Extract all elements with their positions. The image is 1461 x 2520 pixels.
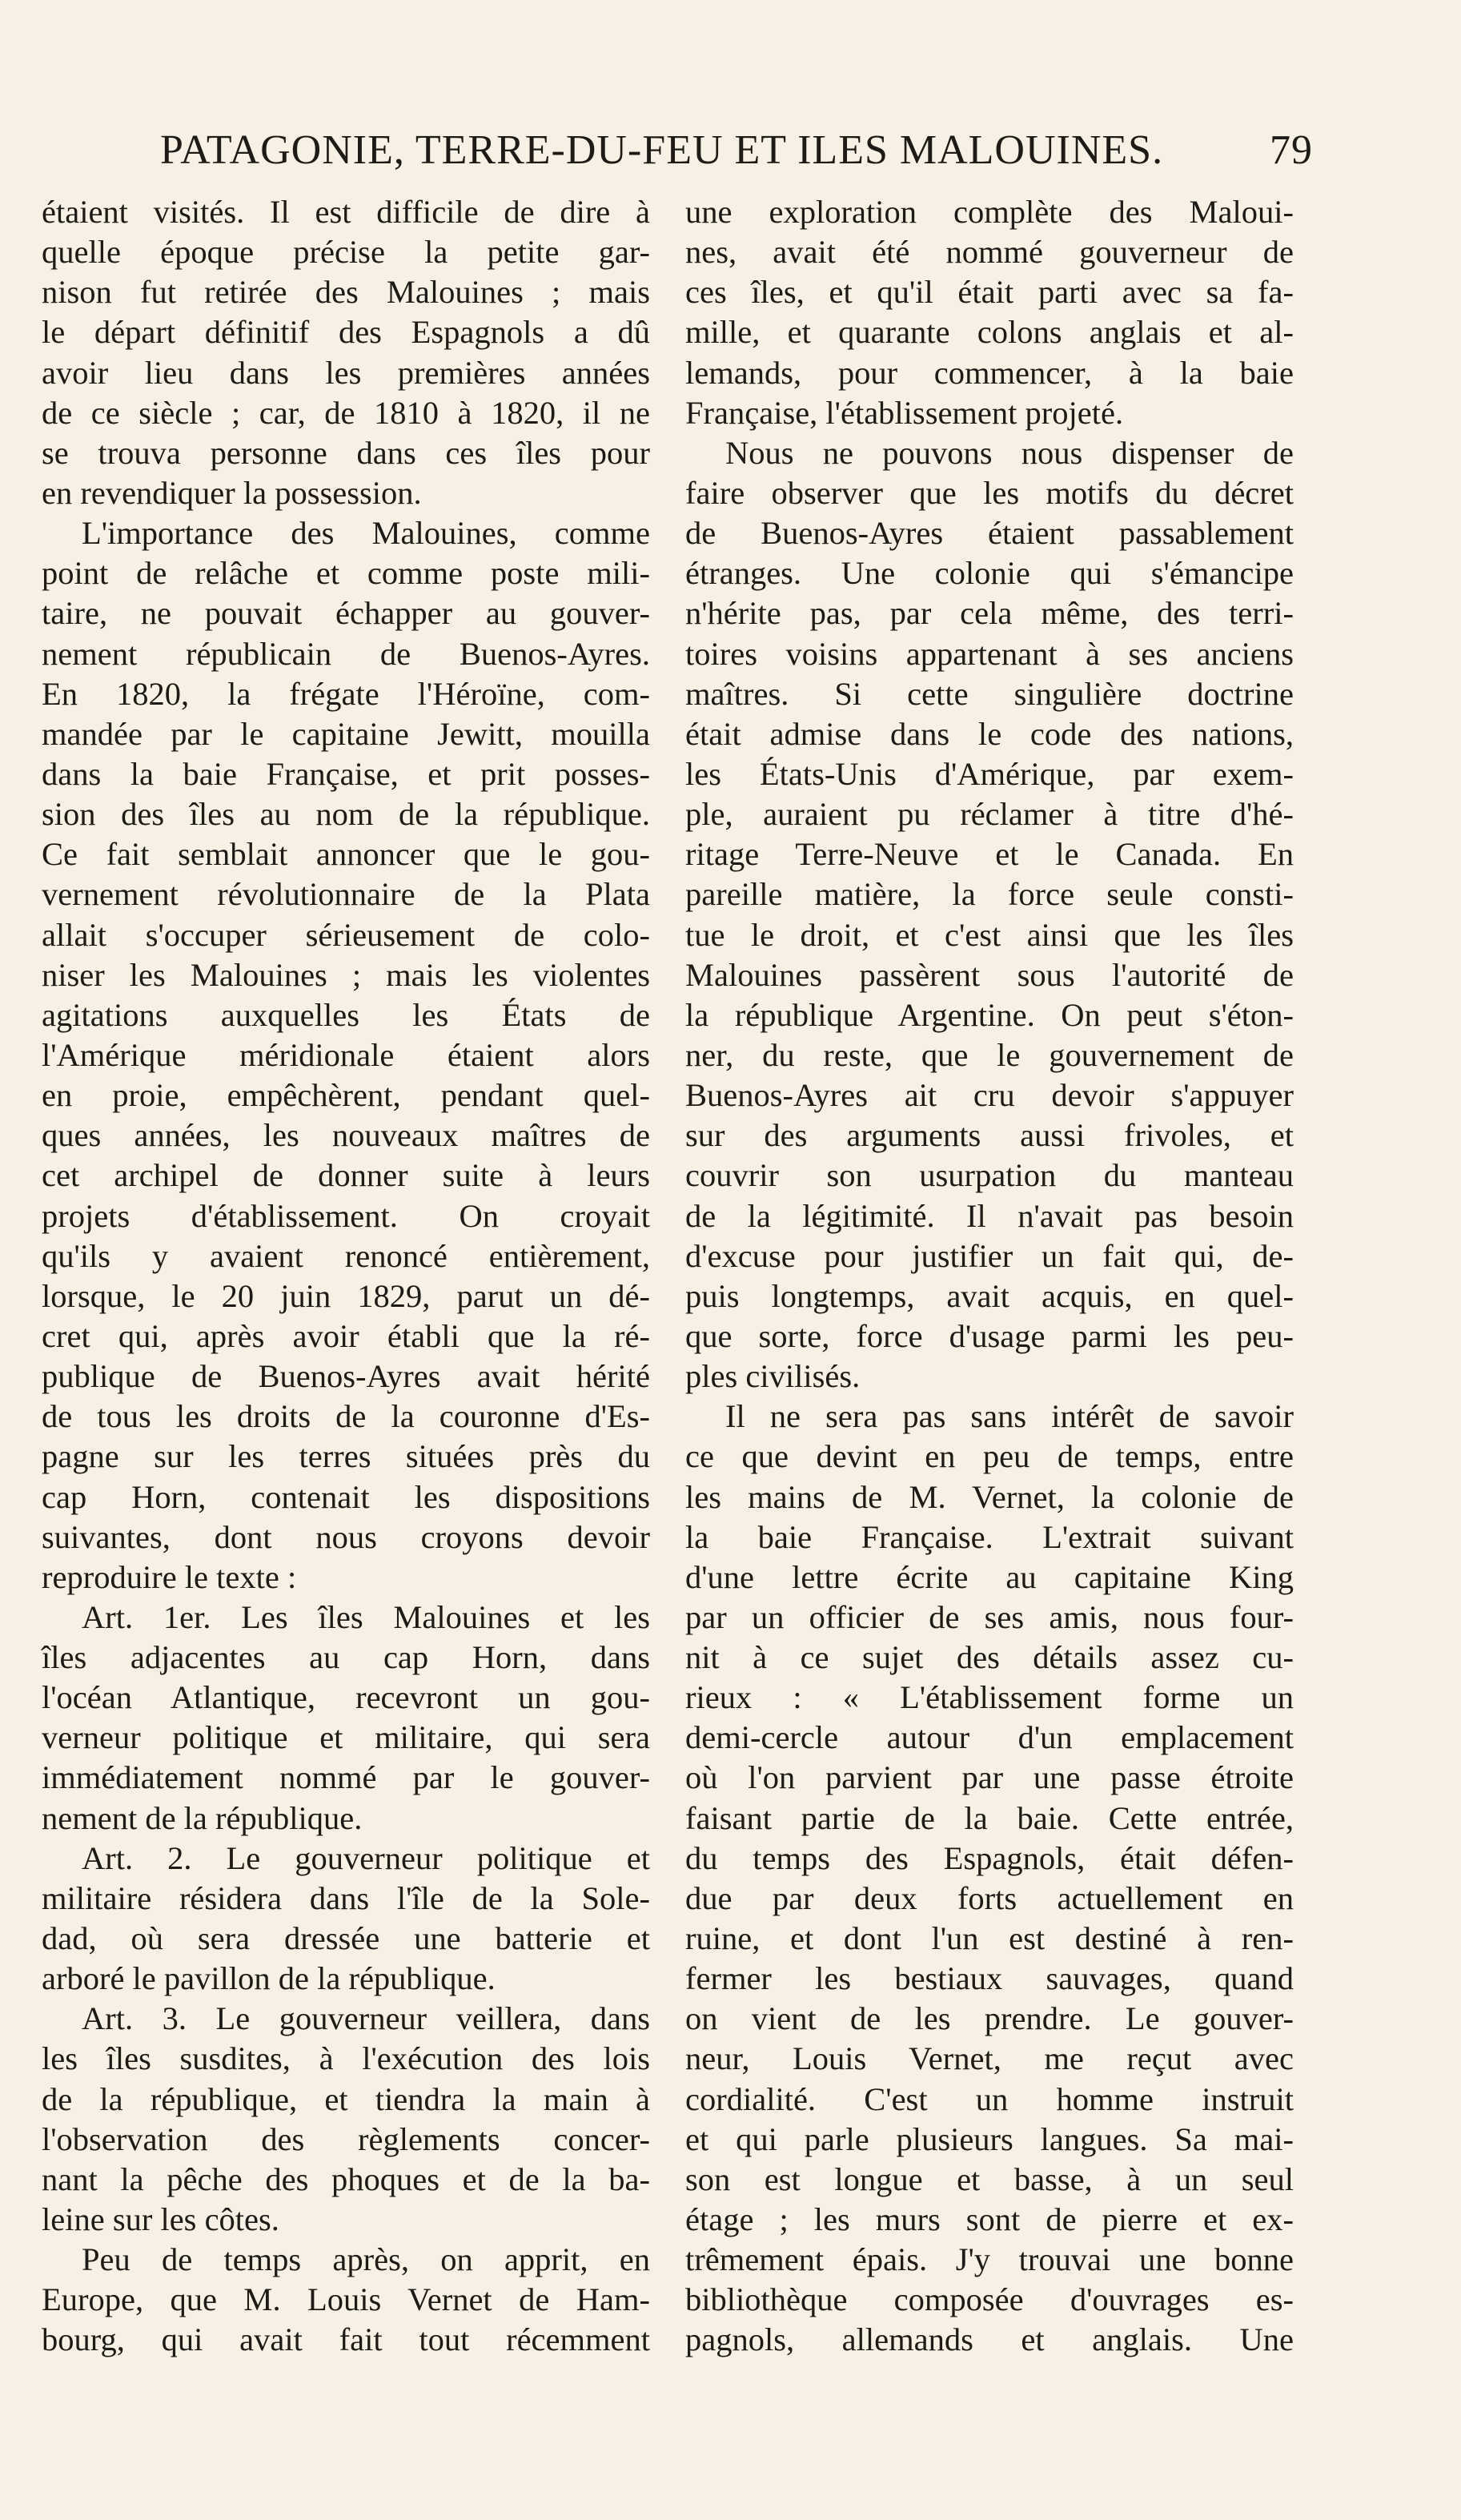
text-line: ritage Terre-Neuve et le Canada. En (685, 836, 1294, 873)
text-line: de tous les droits de la couronne d'Es- (42, 1398, 650, 1435)
text-line: fermer les bestiaux sauvages, quand (685, 1960, 1294, 1997)
text-line: L'importance des Malouines, comme (82, 515, 650, 552)
text-line: militaire résidera dans l'île de la Sole- (42, 1879, 650, 1916)
text-line: dad, où sera dressée une batterie et (42, 1920, 650, 1957)
text-line: Buenos-Ayres ait cru devoir s'appuyer (685, 1077, 1294, 1114)
text-line: l'Amérique méridionale étaient alors (42, 1036, 650, 1073)
text-line: Art. 3. Le gouverneur veillera, dans (82, 2000, 650, 2037)
text-line: cet archipel de donner suite à leurs (42, 1157, 650, 1194)
text-line: l'océan Atlantique, recevront un gou- (42, 1679, 650, 1716)
text-line: sion des îles au nom de la république. (42, 796, 650, 833)
text-line: sur des arguments aussi frivoles, et (685, 1117, 1294, 1154)
text-line: couvrir son usurpation du manteau (685, 1157, 1294, 1194)
text-line: Peu de temps après, on apprit, en (82, 2241, 650, 2278)
text-line: mille, et quarante colons anglais et al- (685, 314, 1294, 351)
text-line: arboré le pavillon de la république. (42, 1960, 496, 1997)
text-line: lorsque, le 20 juin 1829, parut un dé- (42, 1277, 650, 1314)
text-line: l'observation des règlements concer- (42, 2120, 650, 2157)
text-line: les îles susdites, à l'exécution des lois (42, 2040, 650, 2077)
text-line: En 1820, la frégate l'Héroïne, com- (42, 675, 650, 712)
text-line: par un officier de ses amis, nous four- (685, 1598, 1294, 1635)
text-line: nit à ce sujet des détails assez cu- (685, 1639, 1294, 1676)
text-line: étranges. Une colonie qui s'émancipe (685, 555, 1294, 592)
left-text-column (42, 192, 650, 2361)
text-line: taire, ne pouvait échapper au gouver- (42, 595, 650, 632)
text-line: de la légitimité. Il n'avait pas besoin (685, 1197, 1294, 1234)
text-line: lemands, pour commencer, à la baie (685, 354, 1294, 391)
text-line: bourg, qui avait fait tout récemment (42, 2321, 650, 2358)
text-line: suivantes, dont nous croyons devoir (42, 1518, 650, 1555)
text-line: de Buenos-Ayres étaient passablement (685, 515, 1294, 552)
text-line: maîtres. Si cette singulière doctrine (685, 675, 1294, 712)
text-line: cap Horn, contenait les dispositions (42, 1478, 650, 1515)
text-line: le départ définitif des Espagnols a dû (42, 314, 650, 351)
text-line: pagnols, allemands et anglais. Une (685, 2321, 1294, 2358)
text-line: demi-cercle autour d'un emplacement (685, 1719, 1294, 1756)
text-line: d'une lettre écrite au capitaine King (685, 1558, 1294, 1595)
text-line: Il ne sera pas sans intérêt de savoir (725, 1398, 1294, 1435)
text-line: où l'on parvient par une passe étroite (685, 1759, 1294, 1796)
text-line: Nous ne pouvons nous dispenser de (725, 434, 1294, 471)
text-line: nement de la république. (42, 1799, 363, 1836)
text-line: puis longtemps, avait acquis, en quel- (685, 1277, 1294, 1314)
text-line: que sorte, force d'usage parmi les peu- (685, 1317, 1294, 1354)
text-line: allait s'occuper sérieusement de colo- (42, 916, 650, 953)
text-line: toires voisins appartenant à ses anciens (685, 635, 1294, 672)
text-line: vernement révolutionnaire de la Plata (42, 876, 650, 913)
text-line: était admise dans le code des nations, (685, 715, 1294, 752)
text-line: agitations auxquelles les États de (42, 996, 650, 1033)
text-line: qu'ils y avaient renoncé entièrement, (42, 1237, 650, 1274)
text-line: due par deux forts actuellement en (685, 1879, 1294, 1916)
text-line: les mains de M. Vernet, la colonie de (685, 1478, 1294, 1515)
text-line: pagne sur les terres situées près du (42, 1438, 650, 1475)
text-line: les États-Unis d'Amérique, par exem- (685, 755, 1294, 792)
text-line: de ce siècle ; car, de 1810 à 1820, il ne (42, 394, 650, 431)
text-line: nant la pêche des phoques et de la ba- (42, 2160, 650, 2197)
text-line: faire observer que les motifs du décret (685, 474, 1294, 511)
text-line: neur, Louis Vernet, me reçut avec (685, 2040, 1294, 2077)
text-line: son est longue et basse, à un seul (685, 2160, 1294, 2197)
text-line: trêmement épais. J'y trouvai une bonne (685, 2241, 1294, 2278)
text-line: la république Argentine. On peut s'éton- (685, 996, 1294, 1033)
text-line: ples civilisés. (685, 1358, 861, 1395)
text-line: cret qui, après avoir établi que la ré- (42, 1317, 650, 1354)
text-line: avoir lieu dans les premières années (42, 354, 650, 391)
text-line: nison fut retirée des Malouines ; mais (42, 274, 650, 311)
text-line: îles adjacentes au cap Horn, dans (42, 1639, 650, 1676)
text-line: faisant partie de la baie. Cette entrée, (685, 1799, 1294, 1836)
right-text-column (685, 192, 1294, 2361)
text-line: leine sur les côtes. (42, 2201, 279, 2238)
text-line: étaient visités. Il est difficile de dire à (42, 194, 650, 230)
text-line: Malouines passèrent sous l'autorité de (685, 956, 1294, 993)
text-line: mandée par le capitaine Jewitt, mouilla (42, 715, 650, 752)
text-line: Art. 1er. Les îles Malouines et les (82, 1598, 650, 1635)
text-line: ces îles, et qu'il était parti avec sa fa- (685, 274, 1294, 311)
text-line: d'excuse pour justifier un fait qui, de- (685, 1237, 1294, 1274)
running-header (160, 127, 1313, 175)
running-title: PATAGONIE, TERRE-DU-FEU ET ILES MALOUINES. (160, 127, 1164, 173)
text-line: nement républicain de Buenos-Ayres. (42, 635, 650, 672)
text-line: ce que devint en peu de temps, entre (685, 1438, 1294, 1475)
text-line: niser les Malouines ; mais les violentes (42, 956, 650, 993)
text-line: ques années, les nouveaux maîtres de (42, 1117, 650, 1154)
text-line: la baie Française. L'extrait suivant (685, 1518, 1294, 1555)
text-line: immédiatement nommé par le gouver- (42, 1759, 650, 1796)
text-line: bibliothèque composée d'ouvrages es- (685, 2281, 1294, 2318)
text-line: du temps des Espagnols, était défen- (685, 1839, 1294, 1876)
text-line: se trouva personne dans ces îles pour (42, 434, 650, 471)
text-line: dans la baie Française, et prit posses- (42, 755, 650, 792)
text-line: cordialité. C'est un homme instruit (685, 2080, 1294, 2117)
text-line: publique de Buenos-Ayres avait hérité (42, 1358, 650, 1395)
text-line: rieux : « L'établissement forme un (685, 1679, 1294, 1716)
text-line: pareille matière, la force seule consti- (685, 876, 1294, 913)
text-line: en proie, empêchèrent, pendant quel- (42, 1077, 650, 1114)
text-line: de la république, et tiendra la main à (42, 2080, 650, 2117)
text-line: une exploration complète des Maloui- (685, 194, 1294, 230)
text-line: Française, l'établissement projeté. (685, 394, 1124, 431)
text-line: et qui parle plusieurs langues. Sa mai- (685, 2120, 1294, 2157)
text-line: Europe, que M. Louis Vernet de Ham- (42, 2281, 650, 2318)
text-line: point de relâche et comme poste mili- (42, 555, 650, 592)
text-line: verneur politique et militaire, qui sera (42, 1719, 650, 1756)
text-line: on vient de les prendre. Le gouver- (685, 2000, 1294, 2037)
text-line: projets d'établissement. On croyait (42, 1197, 650, 1234)
text-line: ner, du reste, que le gouvernement de (685, 1036, 1294, 1073)
text-line: tue le droit, et c'est ainsi que les îles (685, 916, 1294, 953)
text-line: Art. 2. Le gouverneur politique et (82, 1839, 650, 1876)
text-line: reproduire le texte : (42, 1558, 297, 1595)
text-line: nes, avait été nommé gouverneur de (685, 234, 1294, 271)
text-line: n'hérite pas, par cela même, des terri- (685, 595, 1294, 632)
text-line: ruine, et dont l'un est destiné à ren- (685, 1920, 1294, 1957)
text-line: étage ; les murs sont de pierre et ex- (685, 2201, 1294, 2238)
page-number: 79 (1270, 127, 1313, 173)
text-line: quelle époque précise la petite gar- (42, 234, 650, 271)
text-line: Ce fait semblait annoncer que le gou- (42, 836, 650, 873)
text-line: en revendiquer la possession. (42, 474, 422, 511)
text-line: ple, auraient pu réclamer à titre d'hé- (685, 796, 1294, 833)
